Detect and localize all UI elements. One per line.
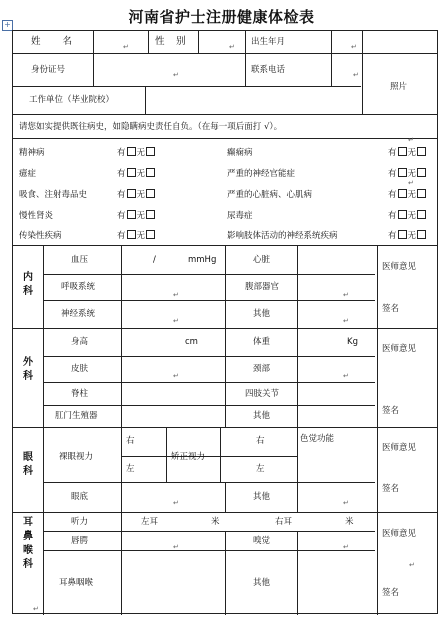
rule	[13, 512, 437, 513]
label-meter-right: 米	[345, 517, 354, 527]
label-birth: 出生年月	[251, 37, 286, 47]
no-label: 无	[136, 169, 146, 179]
no-checkbox[interactable]	[417, 168, 426, 177]
history-item-left: 精神病	[19, 148, 45, 158]
no-label: 无	[136, 231, 146, 241]
signature-ent: 签名	[382, 588, 400, 598]
yes-label: 有	[388, 231, 397, 241]
rule	[43, 550, 375, 551]
section-surgery: 外科	[23, 357, 33, 382]
no-label: 无	[136, 148, 146, 158]
label-eye-other: 其他	[253, 492, 271, 502]
height-unit: cm	[185, 337, 198, 347]
label-respiratory: 呼吸系统	[61, 282, 96, 292]
yes-no-options	[388, 210, 427, 222]
no-checkbox[interactable]	[417, 210, 426, 219]
label-weight: 体重	[253, 337, 271, 347]
no-checkbox[interactable]	[146, 147, 155, 156]
section-eye: 眼科	[23, 452, 33, 477]
rule	[297, 245, 298, 428]
label-corrected-vision: 矫正视力	[171, 452, 206, 462]
yes-label: 有	[117, 148, 126, 158]
label-naked-right: 右	[126, 436, 135, 446]
yes-no-options	[388, 147, 427, 159]
label-right-ear: 右耳	[275, 517, 293, 527]
label-left-ear: 左耳	[141, 517, 159, 527]
no-checkbox[interactable]	[146, 168, 155, 177]
label-bp: 血压	[71, 255, 89, 265]
cell-mark: ↵	[173, 372, 179, 380]
signature-eye: 签名	[382, 484, 400, 494]
history-item-left: 慢性肾炎	[19, 211, 54, 221]
table-move-handle-icon[interactable]: +	[2, 20, 13, 31]
rule	[43, 382, 375, 383]
yes-checkbox[interactable]	[127, 168, 136, 177]
photo-placeholder: 照片	[390, 82, 408, 92]
label-neuro: 神经系统	[61, 309, 96, 319]
section-internal: 内科	[23, 272, 33, 297]
history-item-left: 传染性疾病	[19, 231, 62, 241]
label-ent-other: 其他	[253, 578, 271, 588]
no-label: 无	[136, 211, 146, 221]
section-ent: 耳鼻喉科	[23, 517, 33, 570]
label-naked-vision: 裸眼视力	[59, 452, 94, 462]
yes-no-options	[388, 230, 427, 242]
label-skin: 皮肤	[71, 364, 89, 374]
history-item-right: 尿毒症	[227, 211, 253, 221]
rule	[43, 405, 375, 406]
rule	[13, 86, 361, 87]
yes-checkbox[interactable]	[398, 210, 407, 219]
history-item-right: 影响肢体活动的神经系统疾病	[227, 231, 338, 241]
label-height: 身高	[71, 337, 89, 347]
no-checkbox[interactable]	[417, 147, 426, 156]
rule	[166, 427, 167, 483]
cell-mark: ↵	[408, 179, 414, 187]
rule	[148, 31, 149, 53]
rule	[121, 245, 122, 615]
doctor-opinion-surgery: 医师意见	[382, 344, 417, 354]
cell-mark: ↵	[343, 543, 349, 551]
no-checkbox[interactable]	[417, 230, 426, 239]
yes-checkbox[interactable]	[398, 147, 407, 156]
doctor-opinion-internal: 医师意见	[382, 262, 417, 272]
yes-label: 有	[388, 190, 397, 200]
yes-no-options	[388, 189, 427, 201]
rule	[225, 531, 226, 615]
yes-checkbox[interactable]	[127, 230, 136, 239]
history-item-left: 吸食、注射毒品史	[19, 190, 88, 200]
yes-checkbox[interactable]	[398, 189, 407, 198]
rule	[297, 427, 298, 512]
no-label: 无	[407, 211, 417, 221]
no-checkbox[interactable]	[146, 230, 155, 239]
doctor-opinion-eye: 医师意见	[382, 443, 417, 453]
label-gender: 性 别	[155, 36, 187, 47]
cell-mark: ↵	[353, 71, 359, 79]
signature-internal: 签名	[382, 304, 400, 314]
label-anal: 肛门生殖器	[55, 411, 98, 421]
cell-mark: ↵	[173, 499, 179, 507]
cell-mark: ↵	[409, 561, 415, 569]
cell-mark: ↵	[343, 317, 349, 325]
rule	[220, 456, 297, 457]
weight-unit: Kg	[347, 337, 358, 347]
no-label: 无	[407, 190, 417, 200]
bp-slash: /	[153, 255, 156, 265]
cell-mark: ↵	[343, 499, 349, 507]
rule	[93, 31, 94, 53]
rule	[225, 482, 226, 512]
rule	[43, 531, 375, 532]
no-checkbox[interactable]	[146, 189, 155, 198]
cell-mark: ↵	[351, 43, 357, 51]
no-label: 无	[407, 148, 417, 158]
label-throat: 耳鼻咽喉	[59, 578, 94, 588]
yes-no-options	[117, 230, 156, 242]
no-checkbox[interactable]	[417, 189, 426, 198]
no-label: 无	[407, 169, 417, 179]
label-lips: 唇腭	[71, 536, 89, 546]
yes-no-options	[117, 168, 156, 180]
label-heart: 心脏	[253, 255, 271, 265]
rule	[145, 86, 146, 114]
history-item-left: 癔症	[19, 169, 37, 179]
cell-mark: ↵	[343, 291, 349, 299]
yes-label: 有	[117, 231, 126, 241]
history-item-right: 严重的心脏病、心肌病	[227, 190, 313, 200]
cell-mark: ↵	[173, 71, 179, 79]
label-name: 姓 名	[31, 36, 74, 47]
yes-no-options	[388, 168, 427, 180]
yes-no-options	[117, 210, 156, 222]
label-employer: 工作单位（毕业院校）	[29, 95, 115, 105]
label-neck: 颈部	[253, 364, 271, 374]
rule	[43, 245, 44, 615]
rule	[93, 53, 94, 86]
label-color-vision: 色觉功能	[300, 434, 335, 444]
history-item-right: 癫痫病	[227, 148, 253, 158]
yes-no-options	[117, 147, 156, 159]
no-label: 无	[136, 190, 146, 200]
yes-label: 有	[388, 211, 397, 221]
yes-label: 有	[117, 211, 126, 221]
yes-no-options	[117, 189, 156, 201]
rule	[297, 531, 298, 615]
yes-label: 有	[117, 169, 126, 179]
label-abdomen: 腹部器官	[245, 282, 280, 292]
label-phone: 联系电话	[251, 65, 286, 75]
label-hearing: 听力	[71, 517, 89, 527]
label-id-number: 身份证号	[31, 65, 66, 75]
no-label: 无	[407, 231, 417, 241]
history-item-right: 严重的神经官能症	[227, 169, 296, 179]
rule	[198, 31, 199, 53]
bp-unit: mmHg	[188, 255, 217, 265]
rule	[245, 31, 246, 86]
rule	[43, 274, 375, 275]
rule	[43, 482, 375, 483]
cell-mark: ↵	[343, 372, 349, 380]
yes-checkbox[interactable]	[398, 230, 407, 239]
rule	[43, 356, 375, 357]
signature-surgery: 签名	[382, 406, 400, 416]
rule	[225, 245, 226, 428]
yes-label: 有	[117, 190, 126, 200]
cell-mark: ↵	[33, 605, 39, 613]
label-smell: 嗅觉	[253, 536, 271, 546]
rule	[362, 31, 363, 114]
health-exam-table	[12, 30, 438, 614]
yes-checkbox[interactable]	[127, 147, 136, 156]
doctor-opinion-ent: 医师意见	[382, 529, 417, 539]
label-spine: 脊柱	[71, 389, 89, 399]
label-corrected-right: 右	[256, 436, 265, 446]
cell-mark: ↵	[123, 43, 129, 51]
cell-mark: ↵	[173, 543, 179, 551]
rule	[220, 427, 221, 483]
label-internal-other: 其他	[253, 309, 271, 319]
rule	[13, 138, 437, 139]
history-notice: 请您如实提供既往病史，如隐瞒病史责任自负。（在每一项后面打 √）。	[19, 122, 283, 132]
cell-mark: ↵	[408, 136, 414, 144]
yes-checkbox[interactable]	[127, 210, 136, 219]
label-naked-left: 左	[126, 464, 135, 474]
cell-mark: ↵	[173, 317, 179, 325]
label-surgery-other: 其他	[253, 411, 271, 421]
rule	[377, 245, 378, 615]
yes-checkbox[interactable]	[398, 168, 407, 177]
cell-mark: ↵	[229, 43, 235, 51]
rule	[43, 300, 375, 301]
label-limbs: 四肢关节	[245, 389, 280, 399]
yes-label: 有	[388, 148, 397, 158]
cell-mark: ↵	[173, 291, 179, 299]
rule	[13, 53, 437, 54]
rule	[331, 31, 332, 86]
form-title: 河南省护士注册健康体检表	[128, 8, 315, 26]
label-meter-left: 米	[211, 517, 220, 527]
no-checkbox[interactable]	[146, 210, 155, 219]
yes-checkbox[interactable]	[127, 189, 136, 198]
label-corrected-left: 左	[256, 464, 265, 474]
rule	[13, 114, 437, 115]
label-fundus: 眼底	[71, 492, 89, 502]
yes-label: 有	[388, 169, 397, 179]
